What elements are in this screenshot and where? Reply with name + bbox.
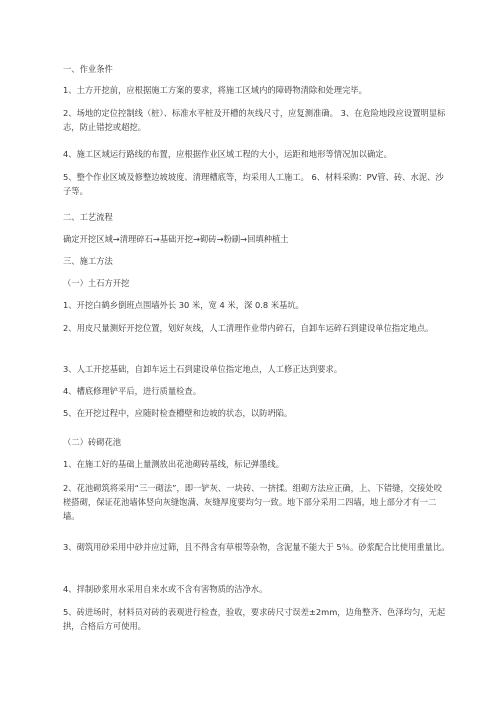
- method-item-1: 1、开挖白鹤乡倒班点围墙外长 30 米，宽 4 米，深 0.8 米基坑。: [63, 300, 304, 310]
- masonry-item-5: 5、砖进场时，材料员对砖的表观进行检查，验收，要求砖尺寸误差±2mm，边角整齐、色泽均匀，无起拱，合格后方可使用。: [63, 607, 446, 631]
- masonry-item-2: 2、花池砌筑将采用“三一砌法”，即一铲灰、一块砖、一挤揉。组砌方法应正确，上、下错缝，交接处咬槎搭砌，保证花池墙体竖向灰缝饱满、灰缝厚度要均匀一致。地下部分采用二四墙，地上部分才有一二墙。: [63, 483, 442, 521]
- section-heading-3: 三、施工方法: [63, 256, 113, 266]
- section-heading-2: 二、工艺流程: [63, 212, 113, 222]
- method-item-5: 5、在开挖过程中，应随时检查槽壁和边坡的状态，以防坍陷。: [63, 408, 293, 418]
- process-flow: 确定开挖区域→清理碎石→基础开挖→砌砖→粉刷→回填种植土: [63, 234, 289, 244]
- section-heading-1: 一、作业条件: [63, 64, 113, 74]
- masonry-item-1: 1、在施工好的基础上量测放出花池砌砖基线，标记弹墨线。: [63, 459, 284, 469]
- method-item-4: 4、槽底修理铲平后，进行质量检查。: [63, 386, 202, 396]
- method-item-3: 3、人工开挖基础，自卸车运土石到建设单位指定地点，人工修正达到要求。: [63, 364, 343, 374]
- masonry-item-3: 3、砌筑用砂采用中砂并应过筛，且不得含有草根等杂物，含泥量不能大于 5％。砂浆配合比使用重量比。: [63, 542, 450, 552]
- method-item-2: 2、用皮尺量测好开挖位置，划好灰线，人工清理作业带内碎石，自卸车运碎石到建设单位指定地点。: [63, 323, 434, 333]
- paragraph-5: 5、整个作业区域及修整边坡坡度、清理槽底等，均采用人工施工。 6、材料采购：PV管、砖、水泥、沙子等。: [63, 172, 444, 196]
- paragraph-1: 1、土方开挖前，应根据施工方案的要求，将施工区域内的障碍物清除和处理完毕。: [63, 85, 367, 95]
- subsection-heading-1: （一）土石方开挖: [63, 278, 130, 288]
- paragraph-4: 4、施工区域运行路线的布置，应根据作业区域工程的大小，运距和地形等情况加以确定。: [63, 149, 392, 159]
- subsection-heading-2: （二）砖砌花池: [63, 437, 122, 447]
- paragraph-2: 2、场地的定位控制线（桩）、标准水平桩及开槽的灰线尺寸，应复测准确。 3、在危险地段应设置明显标志，防止错挖或超挖。: [63, 108, 446, 132]
- masonry-item-4: 4、拌制砂浆用水采用自来水或不含有害物质的洁净水。: [63, 584, 268, 594]
